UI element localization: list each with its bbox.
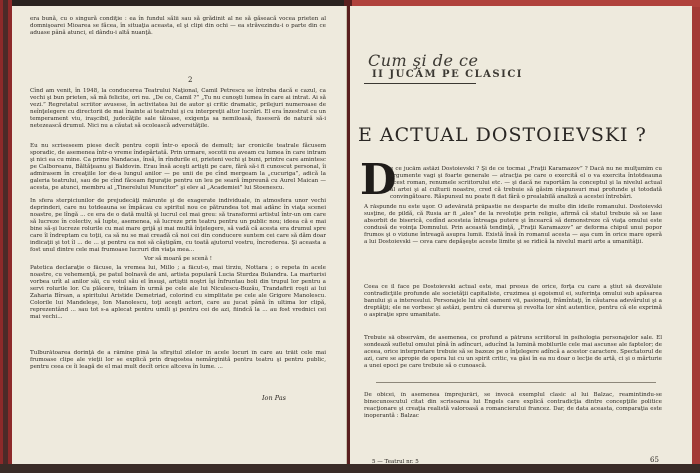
section-header-script: Cum şi de ce (368, 51, 479, 70)
article-paragraph-3: Ceea ce îl face pe Dostoievski actual este, mai presus de orice, forţa cu care a ştiut să dezvăluie contradicţiile profunde ale societăţii capitaliste, cruzimea şi egoismul ei, suferinţa omului sub apăsarea banului şi a interesului. Personajele lui sînt oameni vii, pasionaţi, frămîntaţi, în căutarea adevărului şi a dreptăţii; ele ne vorbesc şi astăzi, pentru că durerea şi revolta lor sînt autentice, pentru că ele exprimă o aspiraţie spre umanitate. (364, 284, 662, 319)
page-footer-issue: 5 — Teatrul nr. 5 (372, 459, 419, 464)
article-title: E ACTUAL DOSTOIEVSKI ? (358, 124, 647, 146)
intro-paragraph: era bună, cu o singură condiţie : ea în fundul sălii sau să grădinit al ne să găseacă vocea prieten al domnişoarei Mioarea se făcea, în situaţia aceasta, el şi clipi din ochi — ea străvezindu-i o parte din ce aduase până atunci, el dându-i altă nuanţă. (30, 16, 326, 37)
article-paragraph-2: A răspunde nu este uşor. O adevărată prăpastie ne desparte de multe din ideile romanului. Dostoievski susţine, de pildă, că Rusia ar fi „ales” de la revoluţie prin religie, afirmă că statul trebuie să se lase absorbit de biserică, cedînd acesteia întreaga putere şi încearcă să demonstreze că viaţa omului este condusă de voinţa Domnului. Prin această tendinţă, „Fraţii Karamazov” ar deforma chipul unui popor frumos şi o viziune întreagă asupra lumii. Există însă în romanul acesta — aşa cum în orice mare operă a lui Dostoievski — ceva care depăşeşte aceste limite şi se ridică la nivelul marii arte a umanităţii. (364, 204, 662, 246)
memoir-paragraph-6: Tulburătoarea dorinţă de a rămîne pînă la sfîrşitul zilelor în acele locuri în care au trăit cele mai frumoase clipe ale vieţii lor se explică prin dragostea nemărginită pentru teatru şi pentru public, pentru ceea ce îi leagă de el mai mult decît orice altceva în lume. ... (30, 350, 326, 371)
section-number: 2 (188, 76, 193, 84)
page-number: 65 (650, 456, 659, 464)
right-page (350, 6, 692, 464)
memoir-paragraph-3: În sfera sterpiciunilor de prejudecăţi mărunte şi de exagerate individuale, în atmosfera unor vechi deprinderi, care nu totdeauna se împăcau cu spiritul nou ce pătrundea tot mai adânc în viaţa scenei noastre, pe lîngă ... ce era de o dată multă şi lucrul cel mai greu: să transformi artistul într-un om care să lucreze în colectiv, să lupte, asemenea, să lucreze prin teatru pentru un public nou; ideea că e mai bine să-şi lucreze rolurile cu mai mare grijă şi mai multă înţelegere, să vadă că acesta era drumul spre care îl îndreptam cu toţii, ca să nu se mai creadă că noi cei din conducere suntem cei care să dăm doar indicaţii şi tot îl ... de ... şi pentru ca noi să câştigăm, cu toată ajutorul vostru, încrederea. Şi aceasta a fost unul dintre cele mai frumoase lucruri din viaţa mea... (30, 198, 326, 254)
section-divider (376, 382, 656, 383)
author-signature: Ion Pas (261, 394, 286, 402)
header-rule (364, 83, 476, 84)
memoir-paragraph-1: Cînd am venit, în 1948, la conducerea Teatrului Naţional, Camil Petrescu se întreba dacă e cazul, ca vechi şi bun prieten, să mă felicite, ori nu. „De ce, Camil ?” „Tu nu cunoşti lumea în care ai intrat. Ai să vezi.” Regretatul scriitor avusese, în activitatea lui de autor şi critic dramatic, prilejuri numeroase de neînţelegere cu directorii de mai înainte ai teatrului şi cu interpreţii altor lucrări. El era înzestrat cu un temperament viu, iraşcibil, judecăţile sale tăioase, exigenţa sa nemiloasă, fuseseră de natură să-i netezească drumul. Nici nu a căutat să ocolească adversităţile. (30, 88, 326, 130)
book-binding-left (0, 0, 12, 473)
book-binding-right (692, 0, 700, 473)
drop-cap: D (360, 155, 397, 204)
left-page (12, 6, 347, 464)
memoir-paragraph-2: Eu nu scriseseem piese decît pentru copii într-o epocă de demult; iar cronicile teatrale făcusem sporadic, de asemenea într-o vreme îndepărtată. Prin urmare, socotii nu aveam cu lumea în care intram şi nici ea cu mine. Ca prime Nandacas, însă, în rîndurile ei, prieteni vechi şi buni, printre care amintesc pe Calboreanu, Băltăţeanu şi Baldovin. Erau însă aceşti artişti pe care, fără să-i fi cunoscut personal, îi admirasem în creaţiile lor de-a lungul anilor — pe unii de pe cînd mergeam la „cucuriga”, adică la galeria teatrului, sau de pe cînd făceam figuraţie pentru un leu pe seară împreună cu Aurel Maican — acesta, pe atunci, membru al „Tinerelului Muncitor” şi elev al „Academiei” lui Stoenescu. (30, 143, 326, 192)
book-bottom-edge (0, 464, 700, 473)
article-paragraph-4: Trebuie să observăm, de asemenea, ce profund a pătruns scriitorul în psihologia personajelor sale. El sondează sufletul omului pînă în adîncuri, aducînd la lumină mobilurile cele mai ascunse ale faptelor; de aceea, orice interpretare trebuie să se bazeze pe o înţelegere adîncă a acestor caractere. Spectatorul de azi, care se apropie de opera lui cu un spirit critic, va găsi în ea nu doar o lecţie de artă, ci şi o mărturie a unei epoci pe care trebuie să o cunoască. (364, 335, 662, 370)
article-paragraph-1: e ce jucăm astăzi Dostoievski ? Şi de ce tocmai „Fraţii Karamazov” ? Dacă nu ne mulţumim cu argumente vagi şi foarte generale — atracţia pe care o exercită el o va exercita întotdeauna acest roman, renumele scriitorului etc. — şi dacă ne raportăm la conceptul şi la nivelul actual al artei şi al culturii noastre, cred că trebuie să găsim răspunsuri mai profunde şi totodată convingătoare. Răspunsul nu poate fi dat fără o prealabilă analiză a acestei întrebări. (390, 166, 662, 201)
article-paragraph-5: De obicei, în asemenea împrejurări, se invocă exemplul clasic al lui Balzac, reamintindu-se binecunoscutul citat din scrisoarea lui Engels care explică contradicţia dintre concepţiile politice reacţionare şi creaţia realistă valoroasă a romancierului francez. Dar, de data aceasta, comparaţia este inoperantă : Balzac (364, 392, 662, 420)
section-header: II JUCĂM PE CLASICI (372, 69, 523, 80)
memoir-quote: Vor să moară pe scenă ! (143, 256, 213, 262)
memoir-paragraph-5: Patetica declaraţie o făcuse, la vremea lui, Millo ; a făcut-o, mai tîrziu, Nottara ; o repeta în acele noastre, cu vehemenţă, pe patul bolnavă de ani, artista populară Lucia Sturdza Bulandra. La marturisi vorbea urît al anilor săi, cu voiul său el însuşi, artiştii noştri îşi înfruntau boli din trupul lor pentru a servi rolurile lor. Cu plăcere, trăiam în urmă pe cele ale lui Niculescu-Buzău, Trandafirii roşii ai lui Zaharia Bîrsan, a spiritului Aristide Demetriad, colorind cu simplitate pe cele ale Grigore Manolescu. Colorile lui Mandeleşe, Ion Manolescu, toţi aceşti actori, care au jucat până în ultima lor clipă, reprezentând ... sau tot s-a aplecat pentru umili şi pentru cei de azi, fiindcă la ... au fost vrednici cei mai vechi... (30, 265, 326, 321)
